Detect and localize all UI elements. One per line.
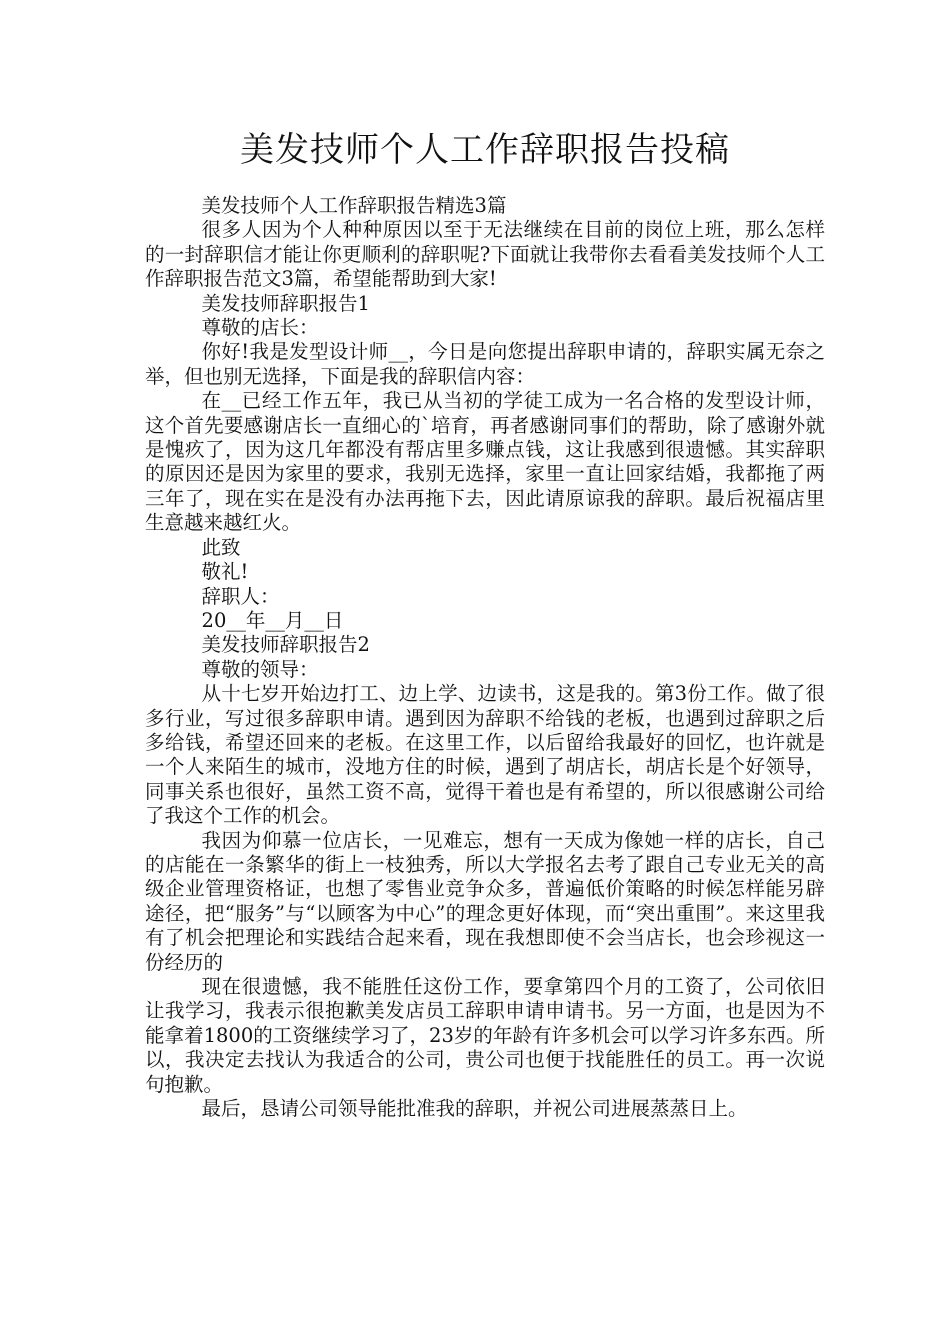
- paragraph: 最后，恳请公司领导能批准我的辞职，并祝公司进展蒸蒸日上。: [201, 1097, 748, 1121]
- document-body: [145, 194, 825, 1121]
- document-title: 美发技师个人工作辞职报告投稿: [240, 130, 730, 170]
- paragraph: 在__已经工作五年，我已从当初的学徒工成为一名合格的发型设计师，这个首先要感谢店长一直细心的`培育，再者感谢同事们的帮助，除了感谢外就是愧疚了，因为这几年都没有帮店里多赚点钱，这让我感到很遗憾。其实辞职的原因还是因为家里的要求，我别无选择，家里一直让回家结婚，我都拖了两三年了，现在实在是没有办法再拖下去，因此请原谅我的辞职。最后祝福店里生意越来越红火。: [145, 389, 825, 535]
- paragraph: 你好!我是发型设计师__，今日是向您提出辞职申请的，辞职实属无奈之举，但也别无选择，下面是我的辞职信内容：: [145, 340, 825, 388]
- paragraph: 敬礼!: [201, 560, 249, 584]
- paragraph: 尊敬的店长：: [201, 316, 319, 340]
- paragraph: 美发技师辞职报告1: [201, 291, 370, 315]
- paragraph: 尊敬的领导：: [201, 657, 319, 681]
- paragraph: 此致: [201, 535, 241, 559]
- paragraph: 美发技师个人工作辞职报告精选3篇: [201, 194, 507, 217]
- paragraph: 很多人因为个人种种原因以至于无法继续在目前的岗位上班，那么怎样的一封辞职信才能让你更顺利的辞职呢?下面就让我带你去看看美发技师个人工作辞职报告范文3篇，希望能帮助到大家!: [145, 218, 825, 291]
- paragraph: 美发技师辞职报告2: [201, 633, 370, 657]
- paragraph: 我因为仰慕一位店长，一见难忘，想有一天成为像她一样的店长，自己的店能在一条繁华的街上一枝独秀，所以大学报名去考了跟自己专业无关的高级企业管理资格证，也想了零售业竞争众多，普遍低价策略的时候怎样能另辟途径，把“服务”与“以顾客为中心”的理念更好体现，而“突出重围”。来这里我有了机会把理论和实践结合起来看，现在我想即使不会当店长，也会珍视这一份经历的: [145, 828, 825, 974]
- paragraph: 从十七岁开始边打工、边上学、边读书，这是我的。第3份工作。做了很多行业，写过很多辞职申请。遇到因为辞职不给钱的老板，也遇到过辞职之后多给钱，希望还回来的老板。在这里工作，以后留给我最好的回忆，也许就是一个人来陌生的城市，没地方住的时候，遇到了胡店长，胡店长是个好领导，同事关系也很好，虽然工资不高，觉得干着也是有希望的，所以很感谢公司给了我这个工作的机会。: [145, 682, 825, 828]
- paragraph: 20__年__月__日: [201, 608, 344, 632]
- document-page: [145, 120, 825, 1121]
- paragraph: 现在很遗憾，我不能胜任这份工作，要拿第四个月的工资了，公司依旧让我学习，我表示很抱歉美发店员工辞职申请申请书。另一方面，也是因为不能拿着1800的工资继续学习了，23岁的年龄有许多机会可以学习许多东西。所以，我决定去找认为我适合的公司，贵公司也便于找能胜任的员工。再一次说句抱歉。: [145, 975, 825, 1096]
- paragraph: 辞职人：: [201, 584, 280, 608]
